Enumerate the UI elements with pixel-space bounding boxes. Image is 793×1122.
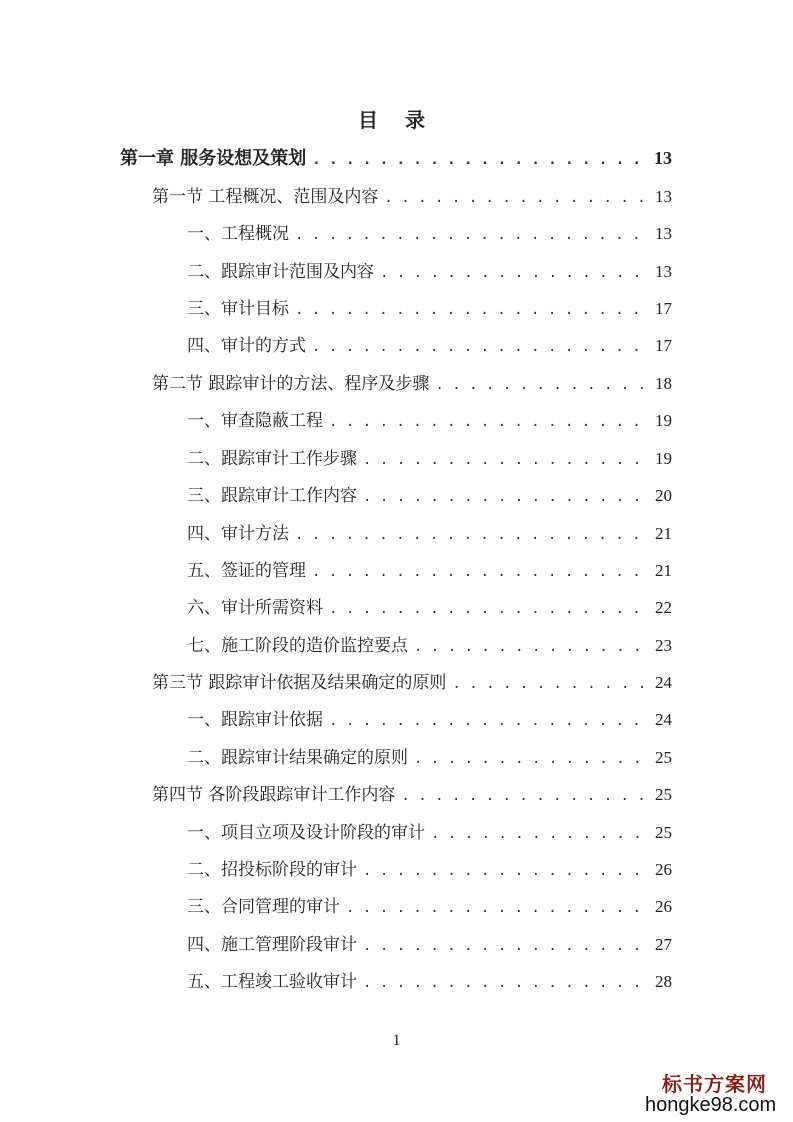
toc-leader-dots (295, 302, 644, 318)
toc-entry-section[interactable] (152, 780, 672, 806)
toc-entry-subsection[interactable] (187, 331, 672, 357)
toc-entry-page: 22 (655, 598, 672, 617)
toc-entry-label: 五、签证的管理 (187, 561, 306, 581)
toc-entry-label: 一、审查隐蔽工程 (187, 411, 323, 431)
toc-leader-dots (295, 227, 644, 243)
toc-entry-page: 20 (655, 486, 672, 505)
toc-entry-label: 二、跟踪审计范围及内容 (187, 262, 374, 282)
toc-entry-page: 24 (655, 710, 672, 729)
toc-entry-label: 三、合同管理的审计 (187, 897, 340, 917)
toc-leader-dots (329, 601, 644, 617)
toc-entry-label: 第四节 各阶段跟踪审计工作内容 (152, 785, 396, 805)
watermark-url: hongke98.com (645, 1094, 777, 1116)
toc-leader-dots (414, 751, 644, 767)
toc-leader-dots (346, 900, 644, 916)
toc-entry-label: 一、跟踪审计依据 (187, 710, 323, 730)
toc-entry-label: 三、审计目标 (187, 299, 289, 319)
toc-entry-label: 一、工程概况 (187, 224, 289, 244)
toc-entry-label: 七、施工阶段的造价监控要点 (187, 636, 408, 656)
toc-entry-subsection[interactable] (187, 705, 672, 731)
toc-entry-page: 25 (655, 785, 672, 804)
toc-leader-dots (312, 152, 644, 168)
toc-entry-page: 21 (655, 561, 672, 580)
toc-leader-dots (384, 190, 644, 206)
toc-entry-subsection[interactable] (187, 219, 672, 245)
toc-leader-dots (435, 377, 644, 393)
toc-entry-page: 13 (655, 224, 672, 243)
toc-entry-page: 17 (655, 336, 672, 355)
toc-entry-subsection[interactable] (187, 631, 672, 657)
toc-entry-page: 25 (655, 748, 672, 767)
toc-entry-page: 27 (655, 935, 672, 954)
toc-entry-page: 18 (655, 374, 672, 393)
toc-entry-page: 21 (655, 524, 672, 543)
toc-entry-label: 二、跟踪审计工作步骤 (187, 449, 357, 469)
toc-entry-label: 第二节 跟踪审计的方法、程序及步骤 (152, 374, 430, 394)
toc-entry-subsection[interactable] (187, 556, 672, 582)
toc-entry-section[interactable] (152, 668, 672, 694)
toc-entry-label: 二、招投标阶段的审计 (187, 860, 357, 880)
toc-entry-subsection[interactable] (187, 818, 672, 844)
toc-leader-dots (363, 489, 644, 505)
toc-leader-dots (312, 339, 644, 355)
page-number: 1 (392, 1032, 401, 1049)
toc-entry-label: 第一节 工程概况、范围及内容 (152, 187, 379, 207)
toc-entry-page: 13 (655, 187, 672, 206)
toc-entry-subsection[interactable] (187, 743, 672, 769)
watermark-brand: 标书方案网 (662, 1072, 767, 1096)
toc-leader-dots (401, 788, 644, 804)
toc-entry-subsection[interactable] (187, 444, 672, 470)
toc-entry-label: 第一章 服务设想及策划 (120, 148, 307, 169)
toc-leader-dots (363, 863, 644, 879)
toc-leader-dots (363, 975, 644, 991)
toc-entry-subsection[interactable] (187, 593, 672, 619)
toc-entry-page: 19 (655, 411, 672, 430)
toc-entry-page: 26 (655, 860, 672, 879)
toc-leader-dots (295, 527, 644, 543)
toc-leader-dots (363, 452, 644, 468)
toc-entry-page: 19 (655, 449, 672, 468)
toc-leader-dots (363, 938, 644, 954)
toc-entry-chapter-1[interactable] (120, 144, 672, 170)
toc-entry-label: 第三节 跟踪审计依据及结果确定的原则 (152, 673, 447, 693)
toc-entry-page: 13 (655, 262, 672, 281)
toc-entry-subsection[interactable] (187, 519, 672, 545)
toc-entry-page: 17 (655, 299, 672, 318)
toc-entry-label: 六、审计所需资料 (187, 598, 323, 618)
toc-entry-page: 25 (655, 823, 672, 842)
toc-leader-dots (414, 639, 644, 655)
toc-entry-page: 13 (654, 148, 672, 168)
toc-entry-subsection[interactable] (187, 257, 672, 283)
toc-entry-page: 28 (655, 972, 672, 991)
toc-entry-subsection[interactable] (187, 481, 672, 507)
toc-entry-subsection[interactable] (187, 967, 672, 993)
toc-entry-page: 24 (655, 673, 672, 692)
toc-entry-label: 二、跟踪审计结果确定的原则 (187, 748, 408, 768)
toc-leader-dots (452, 676, 644, 692)
toc-entry-label: 四、审计方法 (187, 524, 289, 544)
toc-entry-label: 四、审计的方式 (187, 336, 306, 356)
toc-entry-label: 一、项目立项及设计阶段的审计 (187, 823, 425, 843)
toc-entry-subsection[interactable] (187, 930, 672, 956)
toc-entry-label: 四、施工管理阶段审计 (187, 935, 357, 955)
toc-entry-page: 23 (655, 636, 672, 655)
toc-title: 目 录 (358, 108, 435, 132)
toc-leader-dots (312, 564, 644, 580)
toc-leader-dots (431, 826, 644, 842)
toc-entry-page: 26 (655, 897, 672, 916)
toc-leader-dots (329, 713, 644, 729)
toc-leader-dots (380, 265, 644, 281)
toc-entry-label: 五、工程竣工验收审计 (187, 972, 357, 992)
toc-entry-section[interactable] (152, 369, 672, 395)
toc-entry-subsection[interactable] (187, 406, 672, 432)
toc-entry-subsection[interactable] (187, 855, 672, 881)
toc-entry-label: 三、跟踪审计工作内容 (187, 486, 357, 506)
toc-entry-subsection[interactable] (187, 892, 672, 918)
toc-entry-section[interactable] (152, 182, 672, 208)
toc-leader-dots (329, 414, 644, 430)
toc-entry-subsection[interactable] (187, 294, 672, 320)
